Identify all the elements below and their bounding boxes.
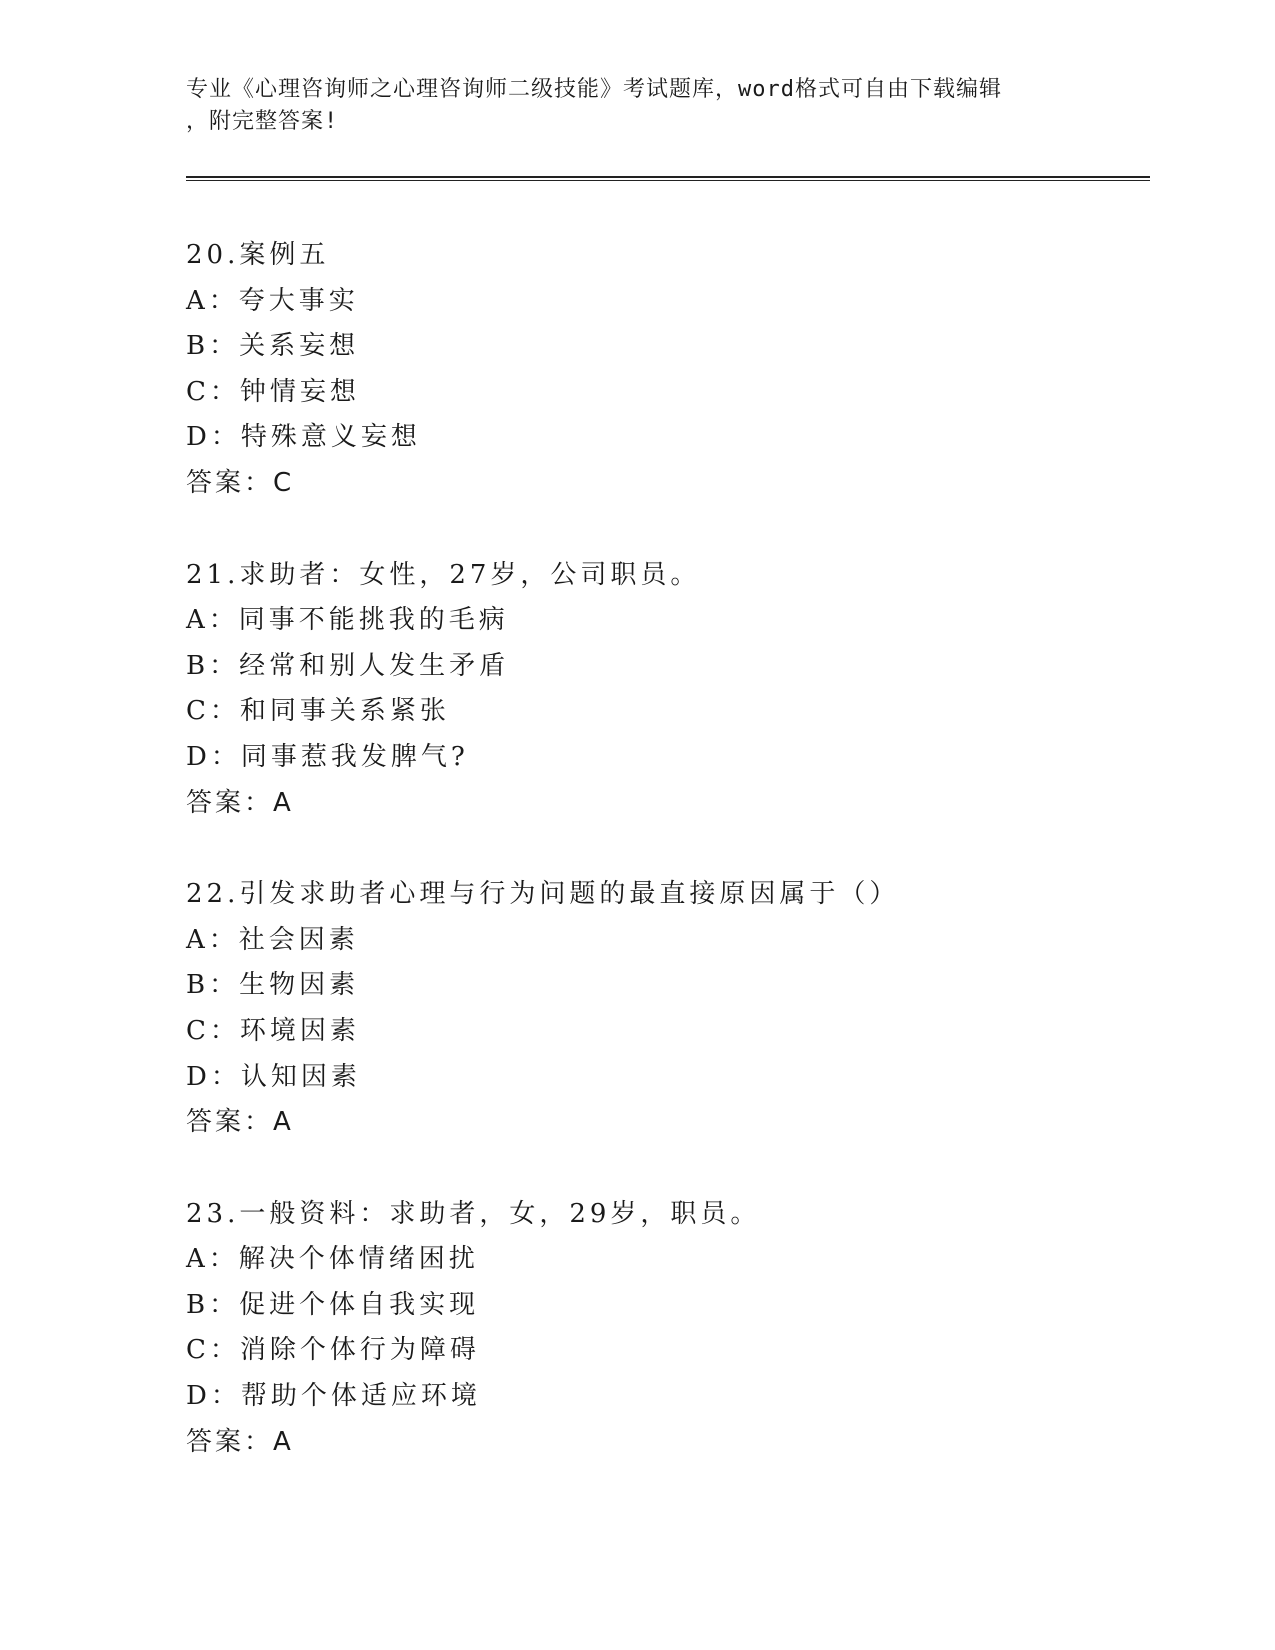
page-header bbox=[186, 74, 1086, 138]
question-stem: 23.一般资料：求助者，女，29岁，职员。 bbox=[186, 1198, 761, 1229]
option-c: C：消除个体行为障碍 bbox=[186, 1335, 480, 1366]
option-d: D：特殊意义妄想 bbox=[186, 422, 421, 453]
option-d: D：认知因素 bbox=[186, 1061, 361, 1092]
option-d: D：帮助个体适应环境 bbox=[186, 1381, 481, 1412]
answer: 答案：C bbox=[186, 467, 295, 498]
question-stem: 22.引发求助者心理与行为问题的最直接原因属于（） bbox=[186, 879, 900, 910]
header-line-2: ，附完整答案! bbox=[186, 109, 339, 134]
question-22 bbox=[186, 872, 1150, 1146]
option-c: C：环境因素 bbox=[186, 1015, 360, 1046]
option-d: D：同事惹我发脾气? bbox=[186, 741, 469, 772]
question-list bbox=[186, 233, 1150, 1511]
answer: 答案：A bbox=[186, 787, 294, 818]
option-a: A：社会因素 bbox=[186, 924, 359, 955]
option-c: C：钟情妄想 bbox=[186, 376, 360, 407]
option-a: A：解决个体情绪困扰 bbox=[186, 1244, 479, 1275]
option-b: B：促进个体自我实现 bbox=[186, 1289, 480, 1320]
question-23 bbox=[186, 1192, 1150, 1466]
option-a: A：同事不能挑我的毛病 bbox=[186, 605, 509, 636]
option-c: C：和同事关系紧张 bbox=[186, 696, 450, 727]
header-line-1: 专业《心理咨询师之心理咨询师二级技能》考试题库，word格式可自由下载编辑 bbox=[186, 77, 1002, 102]
answer: 答案：A bbox=[186, 1107, 294, 1138]
question-20 bbox=[186, 233, 1150, 507]
answer: 答案：A bbox=[186, 1426, 294, 1457]
option-b: B：经常和别人发生矛盾 bbox=[186, 650, 510, 681]
option-b: B：生物因素 bbox=[186, 970, 360, 1001]
option-a: A：夸大事实 bbox=[186, 285, 359, 316]
option-b: B：关系妄想 bbox=[186, 331, 360, 362]
question-stem: 20.案例五 bbox=[186, 240, 330, 270]
header-divider bbox=[186, 176, 1150, 181]
question-21 bbox=[186, 553, 1150, 827]
question-stem: 21.求助者：女性，27岁，公司职员。 bbox=[186, 559, 701, 590]
